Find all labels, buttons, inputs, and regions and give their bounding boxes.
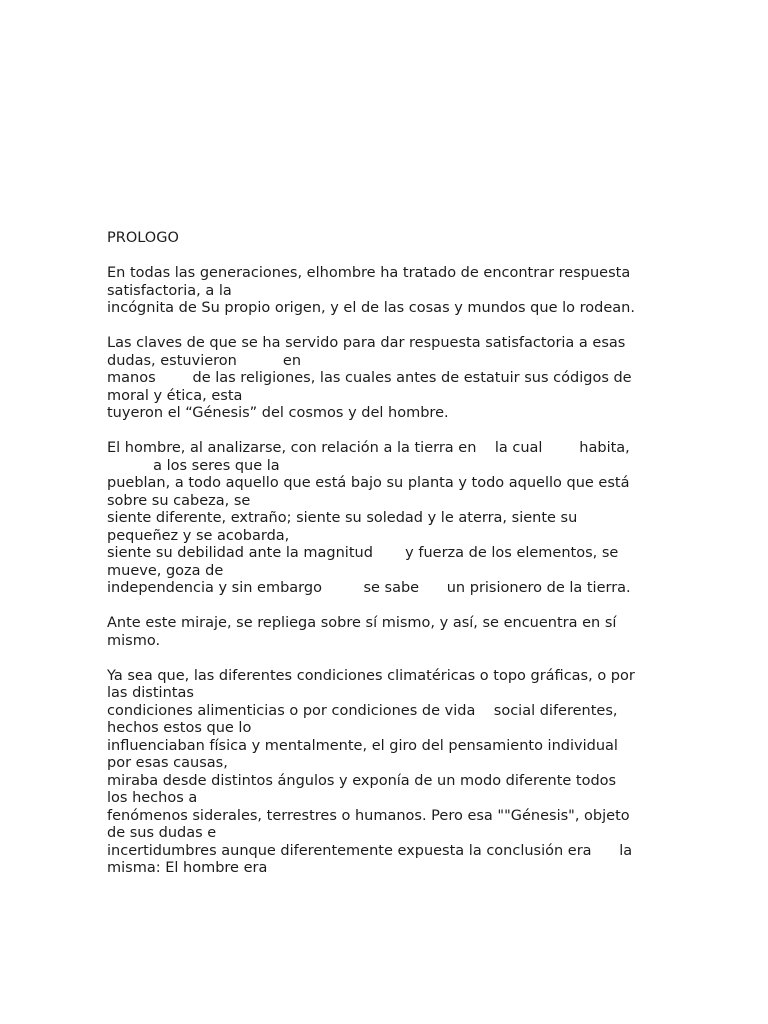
text-line: moral y ética, esta [107, 387, 243, 404]
page-title: PROLOGO [107, 230, 179, 246]
paragraph-gap [107, 650, 667, 668]
text-line: independencia y sin embargo se sabe un prisionero de la tierra. [107, 580, 631, 596]
text-line: miraba desde distintos ángulos y exponía de un modo diferente todos [107, 772, 617, 789]
text-line: Las claves de que se ha servido para dar respuesta satisfactoria a esas [107, 335, 626, 351]
text-line: incertidumbres aunque diferentemente expuesta la conclusión era la [107, 842, 633, 859]
paragraph-gap [107, 248, 667, 266]
text-line: pequeñez y se acobarda, [107, 527, 290, 544]
text-line: condiciones alimenticias o por condiciones de vida social diferentes, [107, 702, 618, 719]
text-line: mueve, goza de [107, 562, 224, 579]
text-line: Ya sea que, las diferentes condiciones climatéricas o topo gráficas, o por [107, 667, 635, 684]
text-line: tuyeron el “Génesis” del cosmos y del hombre. [107, 405, 449, 421]
text-line: incógnita de Su propio origen, y el de las cosas y mundos que lo rodean. [107, 300, 635, 316]
document-body [107, 230, 667, 878]
text-line: misma: El hombre era [107, 860, 268, 876]
paragraph-gap [107, 598, 667, 616]
text-line: El hombre, al analizarse, con relación a la tierra en la cual habita, [107, 440, 630, 456]
text-line: sobre su cabeza, se [107, 492, 251, 509]
text-line: hechos estos que lo [107, 720, 252, 736]
paragraph [107, 265, 667, 318]
text-line: Ante este miraje, se repliega sobre sí mismo, y así, se encuentra en sí [107, 615, 617, 631]
text-line: las distintas [107, 685, 194, 701]
text-line: a los seres que la [107, 457, 280, 474]
paragraph-gap [107, 423, 667, 441]
text-line: En todas las generaciones, elhombre ha tratado de encontrar respuesta [107, 265, 631, 281]
paragraph [107, 668, 667, 878]
text-line: pueblan, a todo aquello que está bajo su planta y todo aquello que está [107, 475, 630, 491]
text-line: satisfactoria, a la [107, 282, 232, 299]
text-line: fenómenos siderales, terrestres o humanos. Pero esa ""Génesis", objeto [107, 807, 630, 824]
text-line: por esas causas, [107, 755, 228, 771]
text-line: de sus dudas e [107, 825, 217, 841]
text-line: influenciaban física y mentalmente, el giro del pensamiento individual [107, 737, 618, 754]
text-line: los hechos a [107, 790, 198, 806]
paragraph [107, 615, 667, 650]
paragraph [107, 440, 667, 598]
text-line: manos de las religiones, las cuales antes de estatuir sus códigos de [107, 370, 632, 386]
text-line: siente diferente, extraño; siente su soledad y le aterra, siente su [107, 510, 578, 526]
text-line: siente su debilidad ante la magnitud y fuerza de los elementos, se [107, 545, 619, 561]
paragraph-gap [107, 318, 667, 336]
text-line: dudas, estuvieron en [107, 352, 302, 369]
text-line: mismo. [107, 632, 161, 649]
paragraph [107, 335, 667, 423]
